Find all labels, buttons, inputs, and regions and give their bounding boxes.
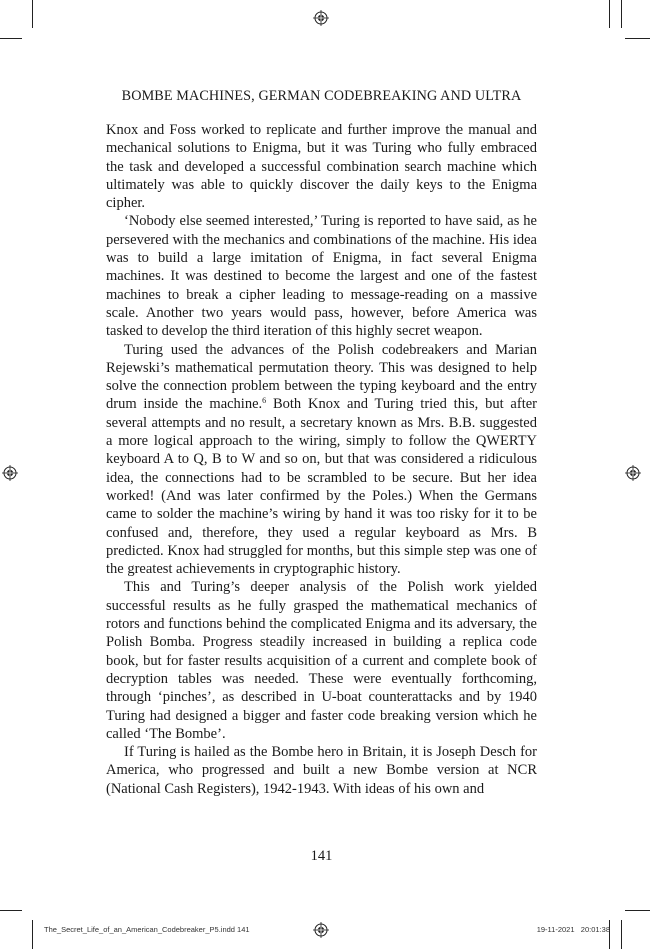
paragraph: Knox and Foss worked to replicate and further improve the manual and mechanical solutions to Enigma, but it was Turing who fully embraced the task and developed a successful combination search machine which ultimately was able to quickly discover the daily keys to the Enigma cipher. xyxy=(106,122,537,212)
crop-mark-top-right-horizontal xyxy=(625,38,650,39)
slug-timestamp xyxy=(537,925,610,934)
paragraph-text: Both Knox and Turing tried this, but after several attempts and no result, a secretary known as Mrs. B.B. suggested a more logical approach to the wiring, simply to follow the QWERTY keyboard A to Q, B to W and so on, but that was considered a ridiculous idea, the connections had to be scrambled to be secure. But her idea worked! (And was later confirmed by the Poles.) When the Germans came to solder the machine’s wiring by hand it was too risky for it to be confused and, therefore, they used a regular keyboard as Mrs. B predicted. Knox had struggled for months, but this simple step was one of the greatest achievements in cryptographic history. xyxy=(106,396,537,578)
footnote-reference[interactable]: 6 xyxy=(262,396,267,406)
crop-mark-top-right-vertical-inner xyxy=(621,0,622,28)
crop-mark-top-right-vertical xyxy=(609,0,610,28)
slug-time: 20:01:38 xyxy=(580,925,610,934)
paragraph: ‘Nobody else seemed interested,’ Turing is reported to have said, as he persevered with the mechanics and combinations of the machine. His idea was to build a large imitation of Enigma, in fact several Enigma machines. It was destined to become the largest and one of the fastest machines to break a cipher leading to message-reading on a massive scale. Another two years would pass, however, before America was tasked to develop the third iteration of this highly secret weapon. xyxy=(106,213,537,340)
paragraph xyxy=(106,341,537,579)
crop-mark-top-left-vertical xyxy=(32,0,33,28)
registration-mark-left-icon xyxy=(2,465,18,481)
crop-mark-bottom-left-horizontal xyxy=(0,910,22,911)
slug-date: 19-11-2021 xyxy=(536,925,575,934)
paragraph: If Turing is hailed as the Bombe hero in Britain, it is Joseph Desch for America, who progressed and built a new Bombe version at NCR (National Cash Registers), 1942-1943. With ideas of his own and xyxy=(106,744,537,797)
registration-mark-top-icon xyxy=(313,10,329,26)
crop-mark-bottom-left-vertical xyxy=(32,920,33,949)
paragraph-text: Turing used the advances of the Polish codebreakers and Marian Rejewski’s mathematical permutation theory. This was designed to help solve the connection problem between the typing keyboard and the entry drum inside the machine. xyxy=(106,341,537,413)
running-head: BOMBE MACHINES, GERMAN CODEBREAKING AND ULTRA xyxy=(121,88,522,104)
registration-mark-bottom-icon xyxy=(313,922,329,938)
slug-filename: The_Secret_Life_of_an_American_Codebreaker_P5.indd 141 xyxy=(44,925,250,934)
body-text xyxy=(106,121,537,798)
paragraph: This and Turing’s deeper analysis of the Polish work yielded successful results as he fully grasped the mathematical mechanics of rotors and functions behind the complicated Enigma and its adversary, the Polish Bomba. Progress steadily increased in building a replica code book, but for faster results acquisition of a current and complete book of decryption tables was needed. These were eventually forthcoming, through ‘pinches’, as described in U-boat counterattacks and by 1940 Turing had designed a bigger and faster code breaking version which he called ‘The Bombe’. xyxy=(106,579,537,742)
crop-mark-bottom-right-vertical-inner xyxy=(621,920,622,949)
registration-mark-right-icon xyxy=(625,465,641,481)
crop-mark-top-left-horizontal xyxy=(0,38,22,39)
crop-mark-bottom-right-horizontal xyxy=(625,910,650,911)
page-number: 141 xyxy=(310,848,333,864)
